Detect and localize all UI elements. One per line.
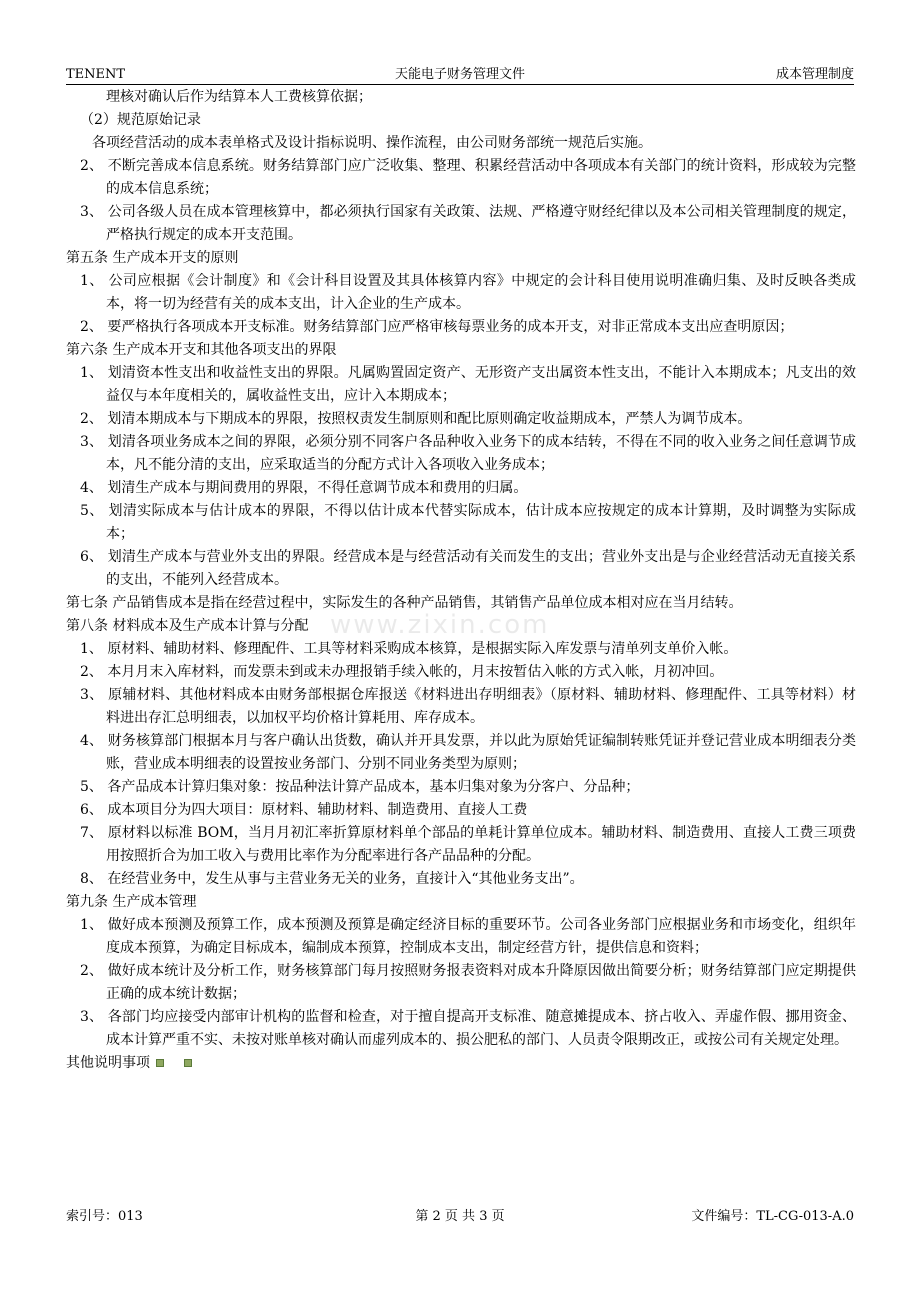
footer-doc-number: 文件编号：TL-CG-013-A.0 [691,1209,854,1224]
comment-marker-icon[interactable] [184,1059,192,1067]
paragraph: 3、 各部门均应接受内部审计机构的监督和检查，对于擅自提高开支标准、随意摊提成本、挤占收入、弄虚作假、挪用资金、成本计算严重不实、未按对账单核对确认而虚列成本的、损公肥私的部门、人员责令限期改正，或按公司有关规定处理。 [80,1009,856,1048]
page-footer [66,1208,854,1228]
paragraph: 2、 不断完善成本信息系统。财务结算部门应广泛收集、整理、积累经营活动中各项成本有关部门的统计资料，形成较为完整的成本信息系统； [80,158,856,197]
paragraph: 5、 各产品成本计算归集对象：按品种法计算产品成本，基本归集对象为分客户、分品种； [80,779,640,795]
footer-page-number: 第 2 页 共 3 页 [415,1209,505,1224]
paragraph: 2、 本月月末入库材料，而发票未到或未办理报销手续入帐的，月末按暂估入帐的方式入帐，月初冲回。 [80,664,724,680]
paragraph: 6、 成本项目分为四大项目：原材料、辅助材料、制造费用、直接人工费 [80,802,528,818]
section-heading: 第七条 产品销售成本是指在经营过程中，实际发生的各种产品销售，其销售产品单位成本相对应在当月结转。 [66,595,743,611]
watermark: www.zixin.com [330,610,550,640]
paragraph: 1、 划清资本性支出和收益性支出的界限。凡属购置固定资产、无形资产支出属资本性支出，不能计入本期成本；凡支出的效益仅与本年度相关的，属收益性支出，应计入本期成本； [80,365,856,404]
section-heading: 其他说明事项 [66,1052,856,1075]
section-heading: 第六条 生产成本开支和其他各项支出的界限 [66,342,337,358]
paragraph: 8、 在经营业务中，发生从事与主营业务无关的业务，直接计入“其他业务支出”。 [80,871,584,887]
paragraph: 5、 划清实际成本与估计成本的界限，不得以估计成本代替实际成本，估计成本应按规定的成本计算期，及时调整为实际成本； [80,503,856,542]
paragraph: 7、 原材料以标准 BOM，当月月初汇率折算原材料单个部品的单耗计算单位成本。辅助材料、制造费用、直接人工费三项费用按照折合为加工收入与费用比率作为分配率进行各产品品种的分配。 [80,825,856,864]
paragraph: 2、 要严格执行各项成本开支标准。财务结算部门应严格审核每票业务的成本开支，对非正常成本支出应查明原因； [80,319,794,335]
paragraph: 2、 划清本期成本与下期成本的界限，按照权责发生制原则和配比原则确定收益期成本，严禁人为调节成本。 [80,411,752,427]
paragraph: 3、 公司各级人员在成本管理核算中，都必须执行国家有关政策、法规、严格遵守财经纪律以及本公司相关管理制度的规定，严格执行规定的成本开支范围。 [80,204,856,243]
header-title: 天能电子财务管理文件 [394,67,525,82]
paragraph: 各项经营活动的成本表单格式及设计指标说明、操作流程，由公司财务部统一规范后实施。 [92,135,652,151]
paragraph: 1、 原材料、辅助材料、修理配件、工具等材料采购成本核算，是根据实际入库发票与清单列支单价入帐。 [80,641,738,657]
paragraph: 4、 划清生产成本与期间费用的界限，不得任意调节成本和费用的归属。 [80,480,528,496]
paragraph: 6、 划清生产成本与营业外支出的界限。经营成本是与经营活动有关而发生的支出；营业外支出是与企业经营活动无直接关系的支出，不能列入经营成本。 [80,549,856,588]
section-heading: 第九条 生产成本管理 [66,894,197,910]
page-header [66,66,854,86]
paragraph: 3、 划清各项业务成本之间的界限，必须分别不同客户各品种收入业务下的成本结转，不得在不同的收入业务之间任意调节成本，凡不能分清的支出，应采取适当的分配方式计入各项收入业务成本； [80,434,856,473]
paragraph: 3、 原辅材料、其他材料成本由财务部根据仓库报送《材料进出存明细表》（原材料、辅助材料、修理配件、工具等材料）材料进出存汇总明细表，以加权平均价格计算耗用、库存成本。 [80,687,856,726]
section-heading: 第五条 生产成本开支的原则 [66,250,239,266]
paragraph: 1、 做好成本预测及预算工作，成本预测及预算是确定经济目标的重要环节。公司各业务部门应根据业务和市场变化，组织年度成本预算，为确定目标成本，编制成本预算，控制成本支出，制定经营方针，提供信息和资料； [80,917,856,956]
footer-index: 索引号：013 [66,1209,143,1224]
header-doc-type: 成本管理制度 [775,67,854,82]
paragraph: 4、 财务核算部门根据本月与客户确认出货数，确认并开具发票，并以此为原始凭证编制转账凭证并登记营业成本明细表分类账，营业成本明细表的设置按业务部门、分别不同业务类型为原则； [80,733,856,772]
header-company: TENENT [66,67,126,82]
paragraph: 2、 做好成本统计及分析工作，财务核算部门每月按照财务报表资料对成本升降原因做出简要分析；财务结算部门应定期提供正确的成本统计数据； [80,963,856,1002]
paragraph: 1、 公司应根据《会计制度》和《会计科目设置及其具体核算内容》中规定的会计科目使用说明准确归集、及时反映各类成本，将一切为经营有关的成本支出，计入企业的生产成本。 [80,273,856,312]
header-rule [66,84,854,85]
document-body [66,86,856,1075]
paragraph: （2）规范原始记录 [80,112,201,128]
paragraph: 理核对确认后作为结算本人工费核算依据； [106,89,372,105]
comment-marker-icon[interactable] [156,1059,164,1067]
section-heading: 第八条 材料成本及生产成本计算与分配 [66,618,309,634]
